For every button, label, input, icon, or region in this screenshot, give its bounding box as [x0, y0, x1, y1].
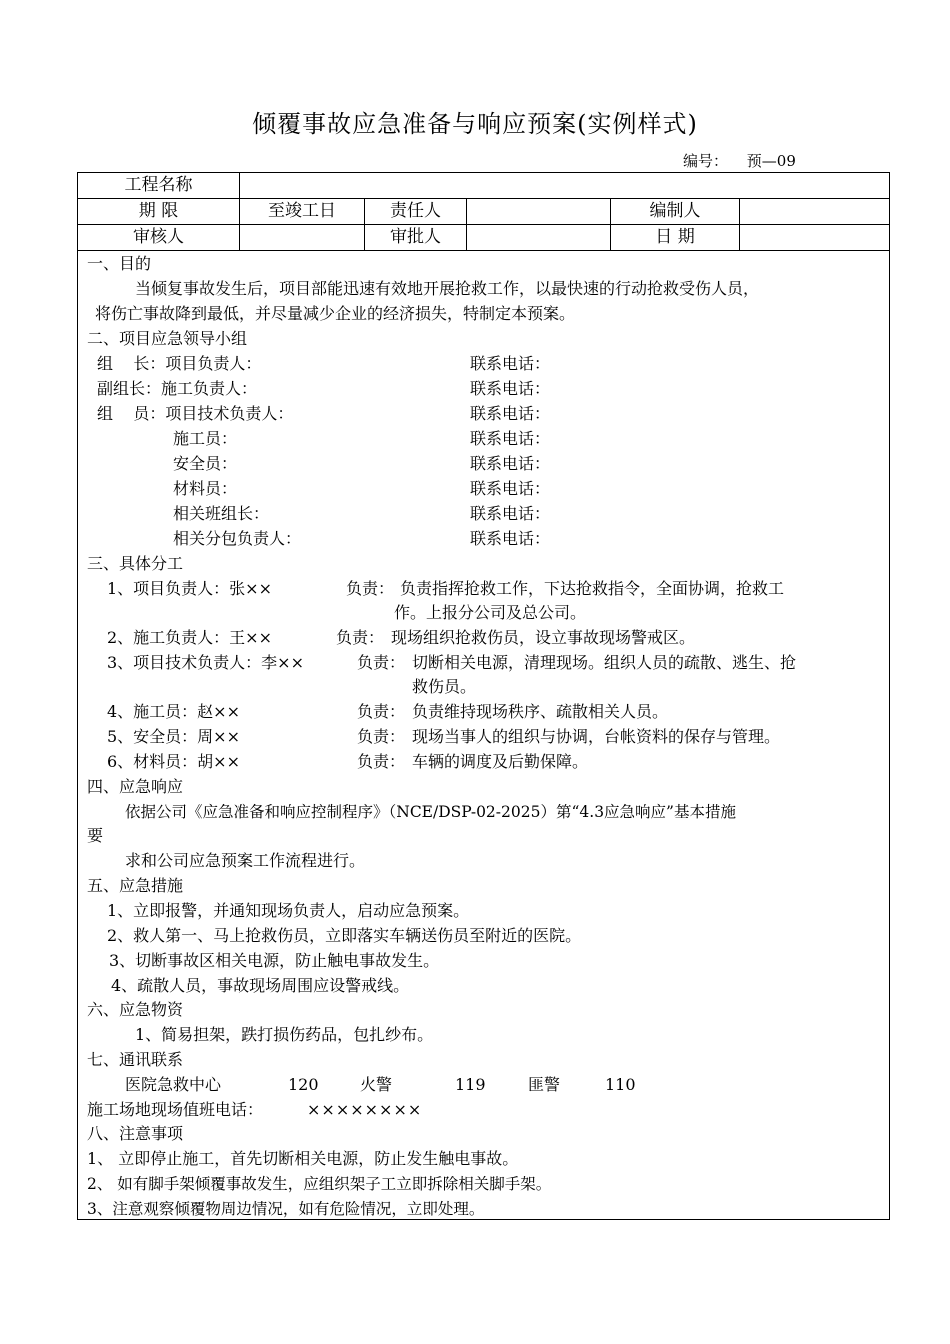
section-1-paragraph-line-2: 将伤亡事故降到最低，并尽量减少企业的经济损失，特制定本预案。: [95, 304, 576, 323]
document-number-label: 编号：: [683, 152, 729, 170]
project-name-label: 工程名称: [78, 173, 240, 198]
section-1-paragraph-line-1: 当倾复事故发生后，项目部能迅速有效地开展抢救工作，以最快速的行动抢救受伤人员，: [135, 279, 760, 298]
fire-number: 119: [455, 1075, 486, 1094]
period-label: 期 限: [78, 199, 240, 224]
responsible-label: 责任人: [365, 199, 467, 224]
duty-1-text: 负责指挥抢救工作，下达抢救指令，全面协调，抢救工: [400, 579, 785, 598]
member-construction-phone-label: 联系电话：: [470, 429, 551, 448]
measure-item: 1、立即报警，并通知现场负责人，启动应急预案。: [107, 901, 470, 920]
duty-1-person: 1、项目负责人：张××: [107, 579, 272, 598]
duty-5-word: 负责：: [357, 727, 406, 746]
approver-field[interactable]: [467, 225, 611, 250]
approver-label: 审批人: [365, 225, 467, 250]
site-phone-value: ××××××××: [307, 1100, 423, 1119]
duty-2-person: 2、施工负责人：王××: [107, 628, 272, 647]
member-team-leader-phone-label: 联系电话：: [470, 504, 551, 523]
date-field[interactable]: [740, 225, 889, 250]
duty-5-person: 5、安全员：周××: [107, 727, 240, 746]
member-tech-phone-label: 联系电话：: [470, 404, 551, 423]
member-safety-role: 安全员：: [173, 454, 238, 473]
header-row-project: [78, 173, 889, 199]
duty-2-text: 现场组织抢救伤员，设立事故现场警戒区。: [391, 628, 696, 647]
duty-3-person: 3、项目技术负责人：李××: [107, 653, 304, 672]
section-4-paragraph-line-1: 依据公司《应急准备和响应控制程序》（NCE/DSP-02-2025）第“4.3应急响应”基本措施: [125, 803, 736, 821]
period-value: 至竣工日: [240, 199, 365, 224]
duty-4-person: 4、施工员：赵××: [107, 702, 240, 721]
duty-2-word: 负责：: [336, 628, 385, 647]
reviewer-field[interactable]: [240, 225, 365, 250]
hospital-number: 120: [288, 1075, 319, 1094]
duty-6-text: 车辆的调度及后勤保障。: [412, 752, 589, 771]
section-4-paragraph-line-2: 求和公司应急预案工作流程进行。: [125, 851, 366, 870]
header-row-period: [78, 199, 889, 225]
section-2-heading: 二、项目应急领导小组: [87, 329, 248, 348]
note-item: 1、 立即停止施工，首先切断相关电源，防止发生触电事故。: [87, 1149, 519, 1168]
section-4-heading: 四、应急响应: [87, 777, 184, 796]
duty-3-text-cont: 救伤员。: [412, 677, 477, 696]
document-number: [683, 150, 796, 171]
measure-item: 4、疏散人员，事故现场周围应设警戒线。: [111, 976, 410, 995]
duty-5-text: 现场当事人的组织与协调，台帐资料的保存与管理。: [412, 727, 781, 746]
site-phone-label: 施工场地现场值班电话：: [87, 1100, 264, 1119]
duty-3-text: 切断相关电源，清理现场。组织人员的疏散、逃生、抢: [412, 653, 797, 672]
responsible-field[interactable]: [467, 199, 611, 224]
measure-item: 3、切断事故区相关电源，防止触电事故发生。: [109, 951, 440, 970]
header-row-review: [78, 225, 889, 251]
police-number: 110: [605, 1075, 636, 1094]
member-material-phone-label: 联系电话：: [470, 479, 551, 498]
member-construction-role: 施工员：: [173, 429, 238, 448]
measure-item: 2、救人第一、马上抢救伤员，立即落实车辆送伤员至附近的医院。: [107, 926, 582, 945]
section-3-heading: 三、具体分工: [87, 554, 184, 573]
section-6-heading: 六、应急物资: [87, 1000, 184, 1019]
duty-1-text-cont: 作。上报分公司及总公司。: [394, 603, 587, 622]
section-7-heading: 七、通讯联系: [87, 1050, 184, 1069]
compiler-field[interactable]: [740, 199, 889, 224]
fire-label: 火警: [360, 1075, 393, 1094]
duty-1-word: 负责：: [346, 579, 395, 598]
duty-4-word: 负责：: [357, 702, 406, 721]
reviewer-label: 审核人: [78, 225, 240, 250]
section-4-paragraph-line-1b: 要: [87, 826, 104, 845]
member-safety-phone-label: 联系电话：: [470, 454, 551, 473]
member-subcontract-phone-label: 联系电话：: [470, 529, 551, 548]
note-item: 2、 如有脚手架倾覆事故发生，应组织架子工立即拆除相关脚手架。: [87, 1175, 552, 1193]
member-material-role: 材料员：: [173, 479, 238, 498]
section-1-heading: 一、目的: [87, 254, 152, 273]
team-leader-role: 组 长：项目负责人：: [97, 354, 262, 373]
page-title: 倾覆事故应急准备与响应预案(实例样式): [252, 110, 698, 138]
deputy-leader-role: 副组长：施工负责人：: [97, 379, 258, 398]
hospital-label: 医院急救中心: [125, 1075, 222, 1094]
police-label: 匪警: [528, 1075, 561, 1094]
duty-6-person: 6、材料员：胡××: [107, 752, 240, 771]
section-8-heading: 八、注意事项: [87, 1124, 184, 1143]
duty-6-word: 负责：: [357, 752, 406, 771]
member-tech-role: 组 员：项目技术负责人：: [97, 404, 294, 423]
document-number-value: 预—09: [746, 152, 796, 170]
deputy-leader-phone-label: 联系电话：: [470, 379, 551, 398]
date-label: 日 期: [611, 225, 740, 250]
plan-form: [77, 172, 890, 1220]
supplies-item: 1、简易担架，跌打损伤药品，包扎纱布。: [135, 1025, 434, 1044]
team-leader-phone-label: 联系电话：: [470, 354, 551, 373]
section-5-heading: 五、应急措施: [87, 876, 184, 895]
note-item: 3、注意观察倾覆物周边情况，如有危险情况，立即处理。: [87, 1200, 485, 1218]
project-name-field[interactable]: [240, 173, 889, 198]
member-team-leader-role: 相关班组长：: [173, 504, 270, 523]
duty-4-text: 负责维持现场秩序、疏散相关人员。: [412, 702, 669, 721]
compiler-label: 编制人: [611, 199, 740, 224]
duty-3-word: 负责：: [357, 653, 406, 672]
member-subcontract-role: 相关分包负责人：: [173, 529, 302, 548]
